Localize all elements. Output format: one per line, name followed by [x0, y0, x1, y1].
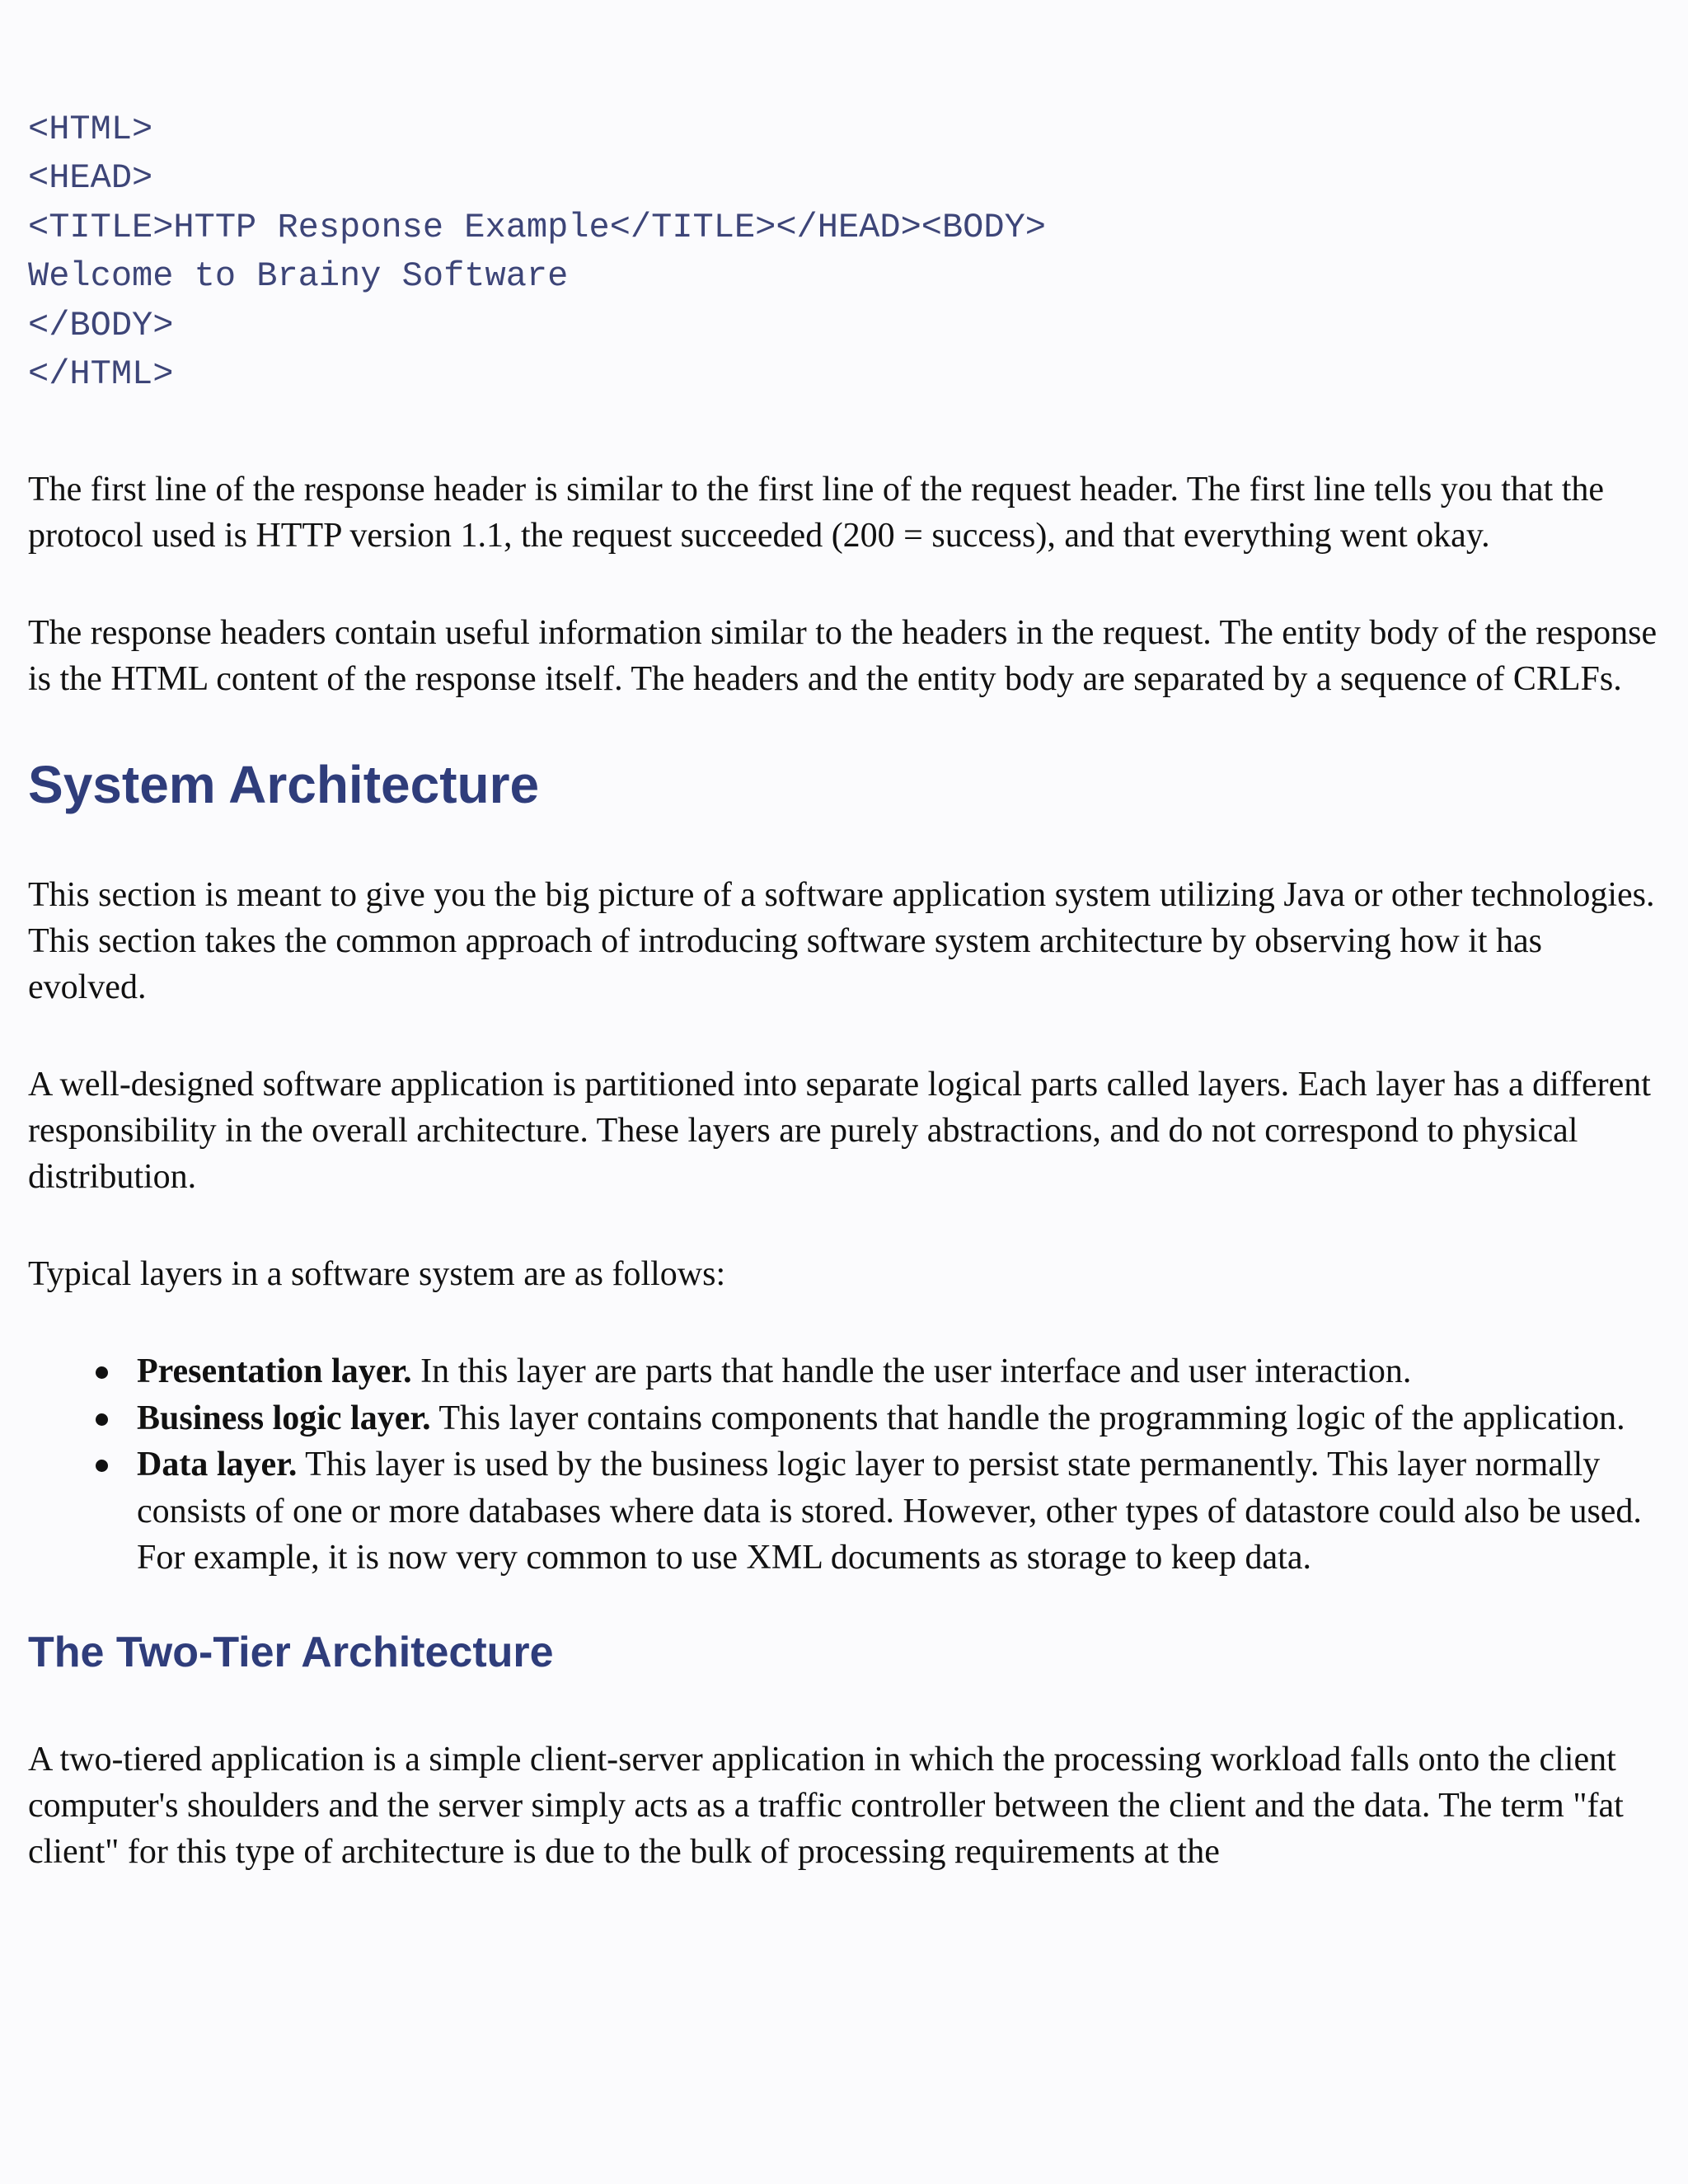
layer-term: Business logic layer. — [137, 1399, 431, 1437]
layers-list — [28, 1348, 1660, 1581]
response-header-paragraph: The first line of the response header is similar to the first line of the request header. The first line tells you that the protocol used is HTTP version 1.1, the request succeeded (200 = success), and that everything went okay. — [28, 471, 1605, 555]
code-line: <TITLE>HTTP Response Example</TITLE></HEAD><BODY> — [28, 207, 1047, 247]
code-line: </HTML> — [28, 354, 174, 394]
bullet-icon — [96, 1460, 108, 1472]
code-line: </BODY> — [28, 305, 174, 345]
layers-intro-paragraph: A well-designed software application is partitioned into separate logical parts called layers. Each layer has a different responsibility in the overall architecture. These layers are purely abstractions, and do not correspond to physical distribution. — [28, 1066, 1651, 1197]
list-item — [137, 1395, 1660, 1441]
bullet-icon — [96, 1366, 108, 1379]
two-tier-heading: The Two-Tier Architecture — [28, 1629, 554, 1677]
bullet-icon — [96, 1413, 108, 1426]
html-code-example — [28, 105, 1660, 399]
big-picture-paragraph: This section is meant to give you the big picture of a software application system utilizing Java or other technologies. This section takes the common approach of introducing software system architecture by observing how it has evolved. — [28, 876, 1655, 1007]
system-architecture-heading: System Architecture — [28, 755, 540, 815]
list-item — [137, 1441, 1660, 1581]
code-line: Welcome to Brainy Software — [28, 256, 569, 297]
layer-description: This layer contains components that handle the programming logic of the application. — [430, 1399, 1625, 1437]
layer-description: In this layer are parts that handle the user interface and user interaction. — [411, 1352, 1412, 1391]
two-tier-paragraph: A two-tiered application is a simple client-server application in which the processing workload falls onto the client computer's shoulders and the server simply acts as a traffic controller between the client and the data. The term "fat client" for this type of architecture is due to the bulk of processing requirements at the — [28, 1741, 1624, 1872]
code-line: <HEAD> — [28, 158, 153, 199]
code-line: <HTML> — [28, 110, 153, 149]
list-item — [137, 1348, 1660, 1394]
typical-layers-paragraph: Typical layers in a software system are as follows: — [28, 1255, 726, 1294]
layer-description: This layer is used by the business logic layer to persist state permanently. This layer normally consists of one or more databases where data is stored. However, other types of datastore could also be used. For example, it is now very common to use XML documents as storage to keep data. — [137, 1446, 1642, 1577]
layer-term: Presentation layer. — [137, 1352, 412, 1391]
response-headers-paragraph: The response headers contain useful information similar to the headers in the request. The entity body of the response is the HTML content of the response itself. The headers and the entity body are separated by a sequence of CRLFs. — [28, 614, 1658, 699]
layer-term: Data layer. — [137, 1446, 298, 1484]
